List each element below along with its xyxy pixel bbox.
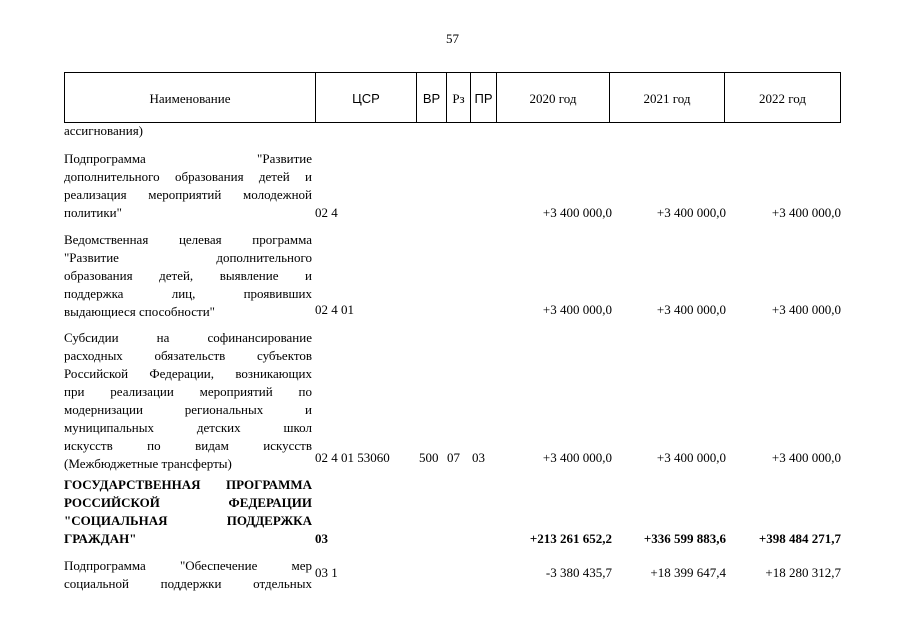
row-2022: +18 280 312,7 bbox=[765, 565, 841, 580]
row-name: Субсидии на софинансирование расходных обязательств субъектов Российской Федерации, возникающих при реализации мероприятий по модернизации региональных и муниципальных детских школ искусств по видам искусств (Межбюджетные трансферты) bbox=[64, 330, 312, 471]
row-2021: +18 399 647,4 bbox=[650, 565, 726, 580]
row-2021: +336 599 883,6 bbox=[643, 531, 726, 546]
row-2020: +3 400 000,0 bbox=[542, 450, 612, 465]
header-vr: ВР bbox=[417, 73, 447, 122]
row-name: Подпрограмма "Развитие дополнительного образования детей и реализация мероприятий молодежной политики" bbox=[64, 151, 312, 220]
header-csr: ЦСР bbox=[316, 73, 417, 122]
row-2020: +213 261 652,2 bbox=[529, 531, 612, 546]
row-2021: +3 400 000,0 bbox=[656, 302, 726, 317]
row-csr: 02 4 bbox=[315, 205, 338, 220]
header-pr: ПР bbox=[471, 73, 497, 122]
row-name: Ведомственная целевая программа "Развитие дополнительного образования детей, выявление и поддержка лиц, проявивших выдающиеся способности" bbox=[64, 232, 312, 319]
table-header bbox=[64, 72, 841, 123]
row-2022: +398 484 271,7 bbox=[758, 531, 841, 546]
row-2021: +3 400 000,0 bbox=[656, 205, 726, 220]
row-csr: 03 1 bbox=[315, 565, 338, 580]
row-2020: +3 400 000,0 bbox=[542, 302, 612, 317]
row-pr: 03 bbox=[472, 450, 485, 465]
row-csr: 02 4 01 53060 bbox=[315, 450, 390, 465]
row-2022: +3 400 000,0 bbox=[771, 205, 841, 220]
row-rz: 07 bbox=[447, 450, 460, 465]
row-2020: -3 380 435,7 bbox=[545, 565, 612, 580]
header-2022: 2022 год bbox=[759, 90, 806, 106]
page-number: 57 bbox=[446, 31, 459, 46]
row-csr: 02 4 01 bbox=[315, 302, 354, 317]
row-csr: 03 bbox=[315, 531, 328, 546]
row-name: ГОСУДАРСТВЕННАЯ ПРОГРАММА РОССИЙСКОЙ ФЕДЕРАЦИИ "СОЦИАЛЬНАЯ ПОДДЕРЖКА ГРАЖДАН" bbox=[64, 477, 312, 546]
row-name: Подпрограмма "Обеспечение мер социальной поддержки отдельных bbox=[64, 558, 312, 591]
row-2022: +3 400 000,0 bbox=[771, 450, 841, 465]
row-vr: 500 bbox=[419, 450, 439, 465]
header-2021: 2021 год bbox=[610, 73, 725, 122]
row-2020: +3 400 000,0 bbox=[542, 205, 612, 220]
header-2020: 2020 год bbox=[497, 73, 610, 122]
row-name: ассигнования) bbox=[64, 123, 144, 138]
header-name: Наименование bbox=[65, 73, 316, 122]
header-rz: Рз bbox=[447, 73, 471, 122]
row-2022: +3 400 000,0 bbox=[771, 302, 841, 317]
row-2021: +3 400 000,0 bbox=[656, 450, 726, 465]
